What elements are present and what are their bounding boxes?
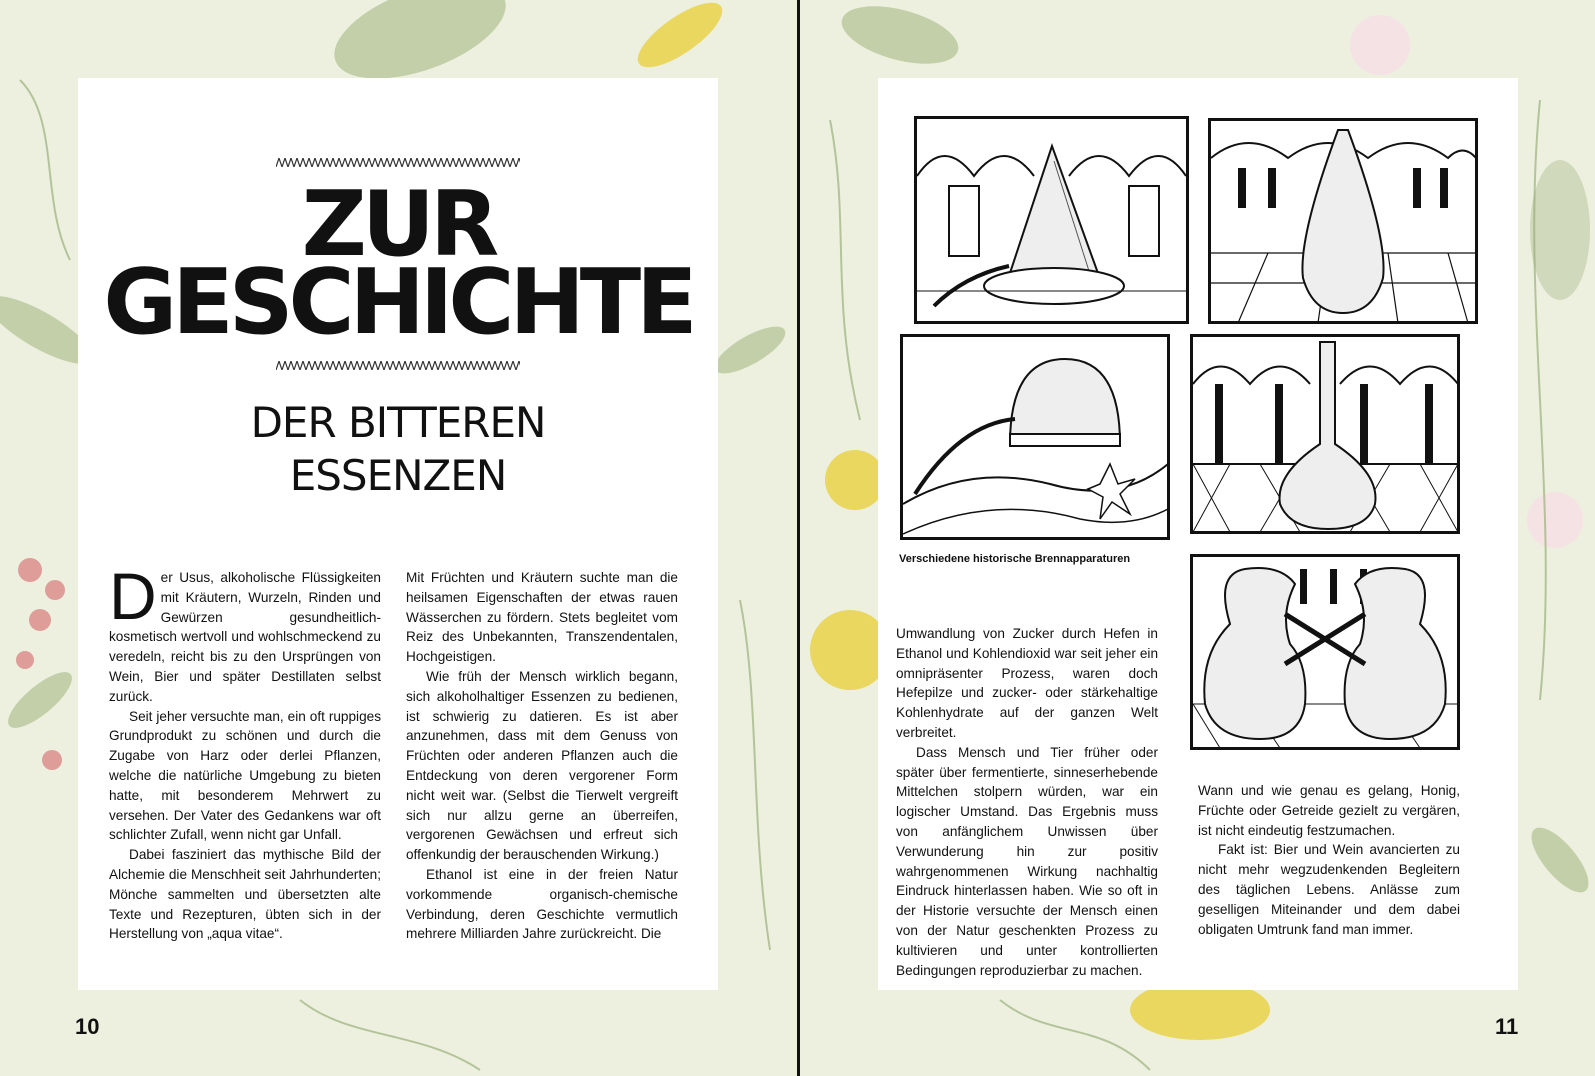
subtitle-line-2: ESSENZEN	[289, 451, 507, 500]
paragraph: Umwandlung von Zucker durch Hefen in Ethanol und Kohlendioxid war seit jeher ein omnipräsenter Prozess, waren doch Hefepilze und zucker- oder stärkehaltige Kohlenhydrate auf der ganzen Welt verbreitet.	[896, 626, 1158, 740]
paragraph: Wann und wie genau es gelang, Honig, Früchte oder Getreide gezielt zu vergären, ist nicht eindeutig festzumachen.	[1198, 783, 1460, 838]
paragraph: Wie früh der Mensch wirklich begann, sich alkoholhaltiger Essenzen zu bedienen, ist schwierig zu datieren. Es ist aber anzunehmen, dass mit dem Genuss von Früchten oder anderen Pflanzen auch die Entdeckung von deren vergorener Form nicht weit war. (Selbst die Tierwelt vergreift sich nur allzu gerne an überreifen, vergorenen Gewächsen und erfreut sich offenkundig der berauschenden Wirkung.)	[406, 668, 678, 863]
drop-cap: D	[109, 559, 157, 633]
figure-caption: Verschiedene historische Brennapparaturen	[899, 553, 1131, 565]
page-number-right: 11	[1495, 1014, 1519, 1039]
title-line-1: ZUR	[301, 172, 495, 277]
zigzag-rule-bottom	[276, 361, 520, 370]
paragraph: Seit jeher versuchte man, ein oft ruppiges Grundprodukt zu schönen und durch die Zugabe von Harz oder derlei Pflanzen, welche die natürliche Umgebung zu bieten hatte, mit besonderem Mehrwert zu versehen. Der Vater des Gedankens war oft schlichter Zufall, wenn nicht gar Unfall.	[109, 708, 381, 843]
zigzag-rule-top	[276, 158, 520, 167]
paragraph: Der Usus, alkoholische Flüssigkeiten mit Kräutern, Wurzeln, Rinden und Gewürzen gesundheitlich-kosmetisch wertvoll und wohlschmeckend zu veredeln, reicht bis zu den Ursprüngen von Wein, Bier und später Destillaten selbst zurück.	[109, 559, 381, 704]
paragraph: Dabei fasziniert das mythische Bild der Alchemie die Menschheit seit Jahrhunderten; Mönche sammelten und übersetzten alte Texte und Rezepturen, übten sich in der Herstellung von „aqua vitae“.	[109, 847, 381, 942]
right-column-1	[896, 624, 1158, 980]
subtitle-line-1: DER BITTEREN	[250, 398, 546, 447]
woodcut-cone-still	[914, 116, 1189, 324]
woodcut-dome-still	[900, 334, 1170, 540]
page-number-left: 10	[75, 1014, 100, 1039]
left-column-1	[109, 559, 381, 944]
left-column-2	[406, 568, 678, 944]
paragraph: Dass Mensch und Tier früher oder später über fermentierte, sinneserhebende Mittelchen stolpern würden, war ein logischer Umstand. Das Ergebnis muss von anfänglichem Unwissen über Verwunderung hin zur positiv wahrgenommenen Wirkung nachhaltig Eindruck hinterlassen haben. Wie so oft in der Historie versuchte der Mensch einen von der Natur geschenkten Prozess zu kultivieren und unter kontrollierten Bedingungen reproduzierbar zu machen.	[896, 744, 1158, 978]
woodcut-flask	[1208, 118, 1478, 324]
paragraph: Mit Früchten und Kräutern suchte man die heilsamen Eigenschaften der etwas rauen Wässerchen zu fördern. Stets begleitet vom Reiz des Unbekannten, Transzendentalen, Hochgeistigen.	[406, 570, 678, 665]
left-page	[78, 78, 718, 990]
paragraph: Ethanol ist eine in der freien Natur vorkommende organisch-chemische Verbindung, deren Geschichte vermutlich mehrere Milliarden Jahre zurückreicht. Die	[406, 866, 678, 942]
page-spine	[797, 0, 800, 1076]
right-column-2	[1198, 781, 1460, 939]
right-page	[878, 78, 1518, 990]
woodcut-twin-flasks	[1190, 554, 1460, 750]
woodcut-long-neck-flask	[1190, 334, 1460, 534]
paragraph: Fakt ist: Bier und Wein avancierten zu nicht mehr wegzudenkenden Begleitern des täglichen Lebens. Anlässe zum geselligen Miteinander und dem dabei obligaten Umtrunk fand man immer.	[1198, 842, 1460, 937]
title-line-2: GESCHICHTE	[103, 250, 693, 355]
